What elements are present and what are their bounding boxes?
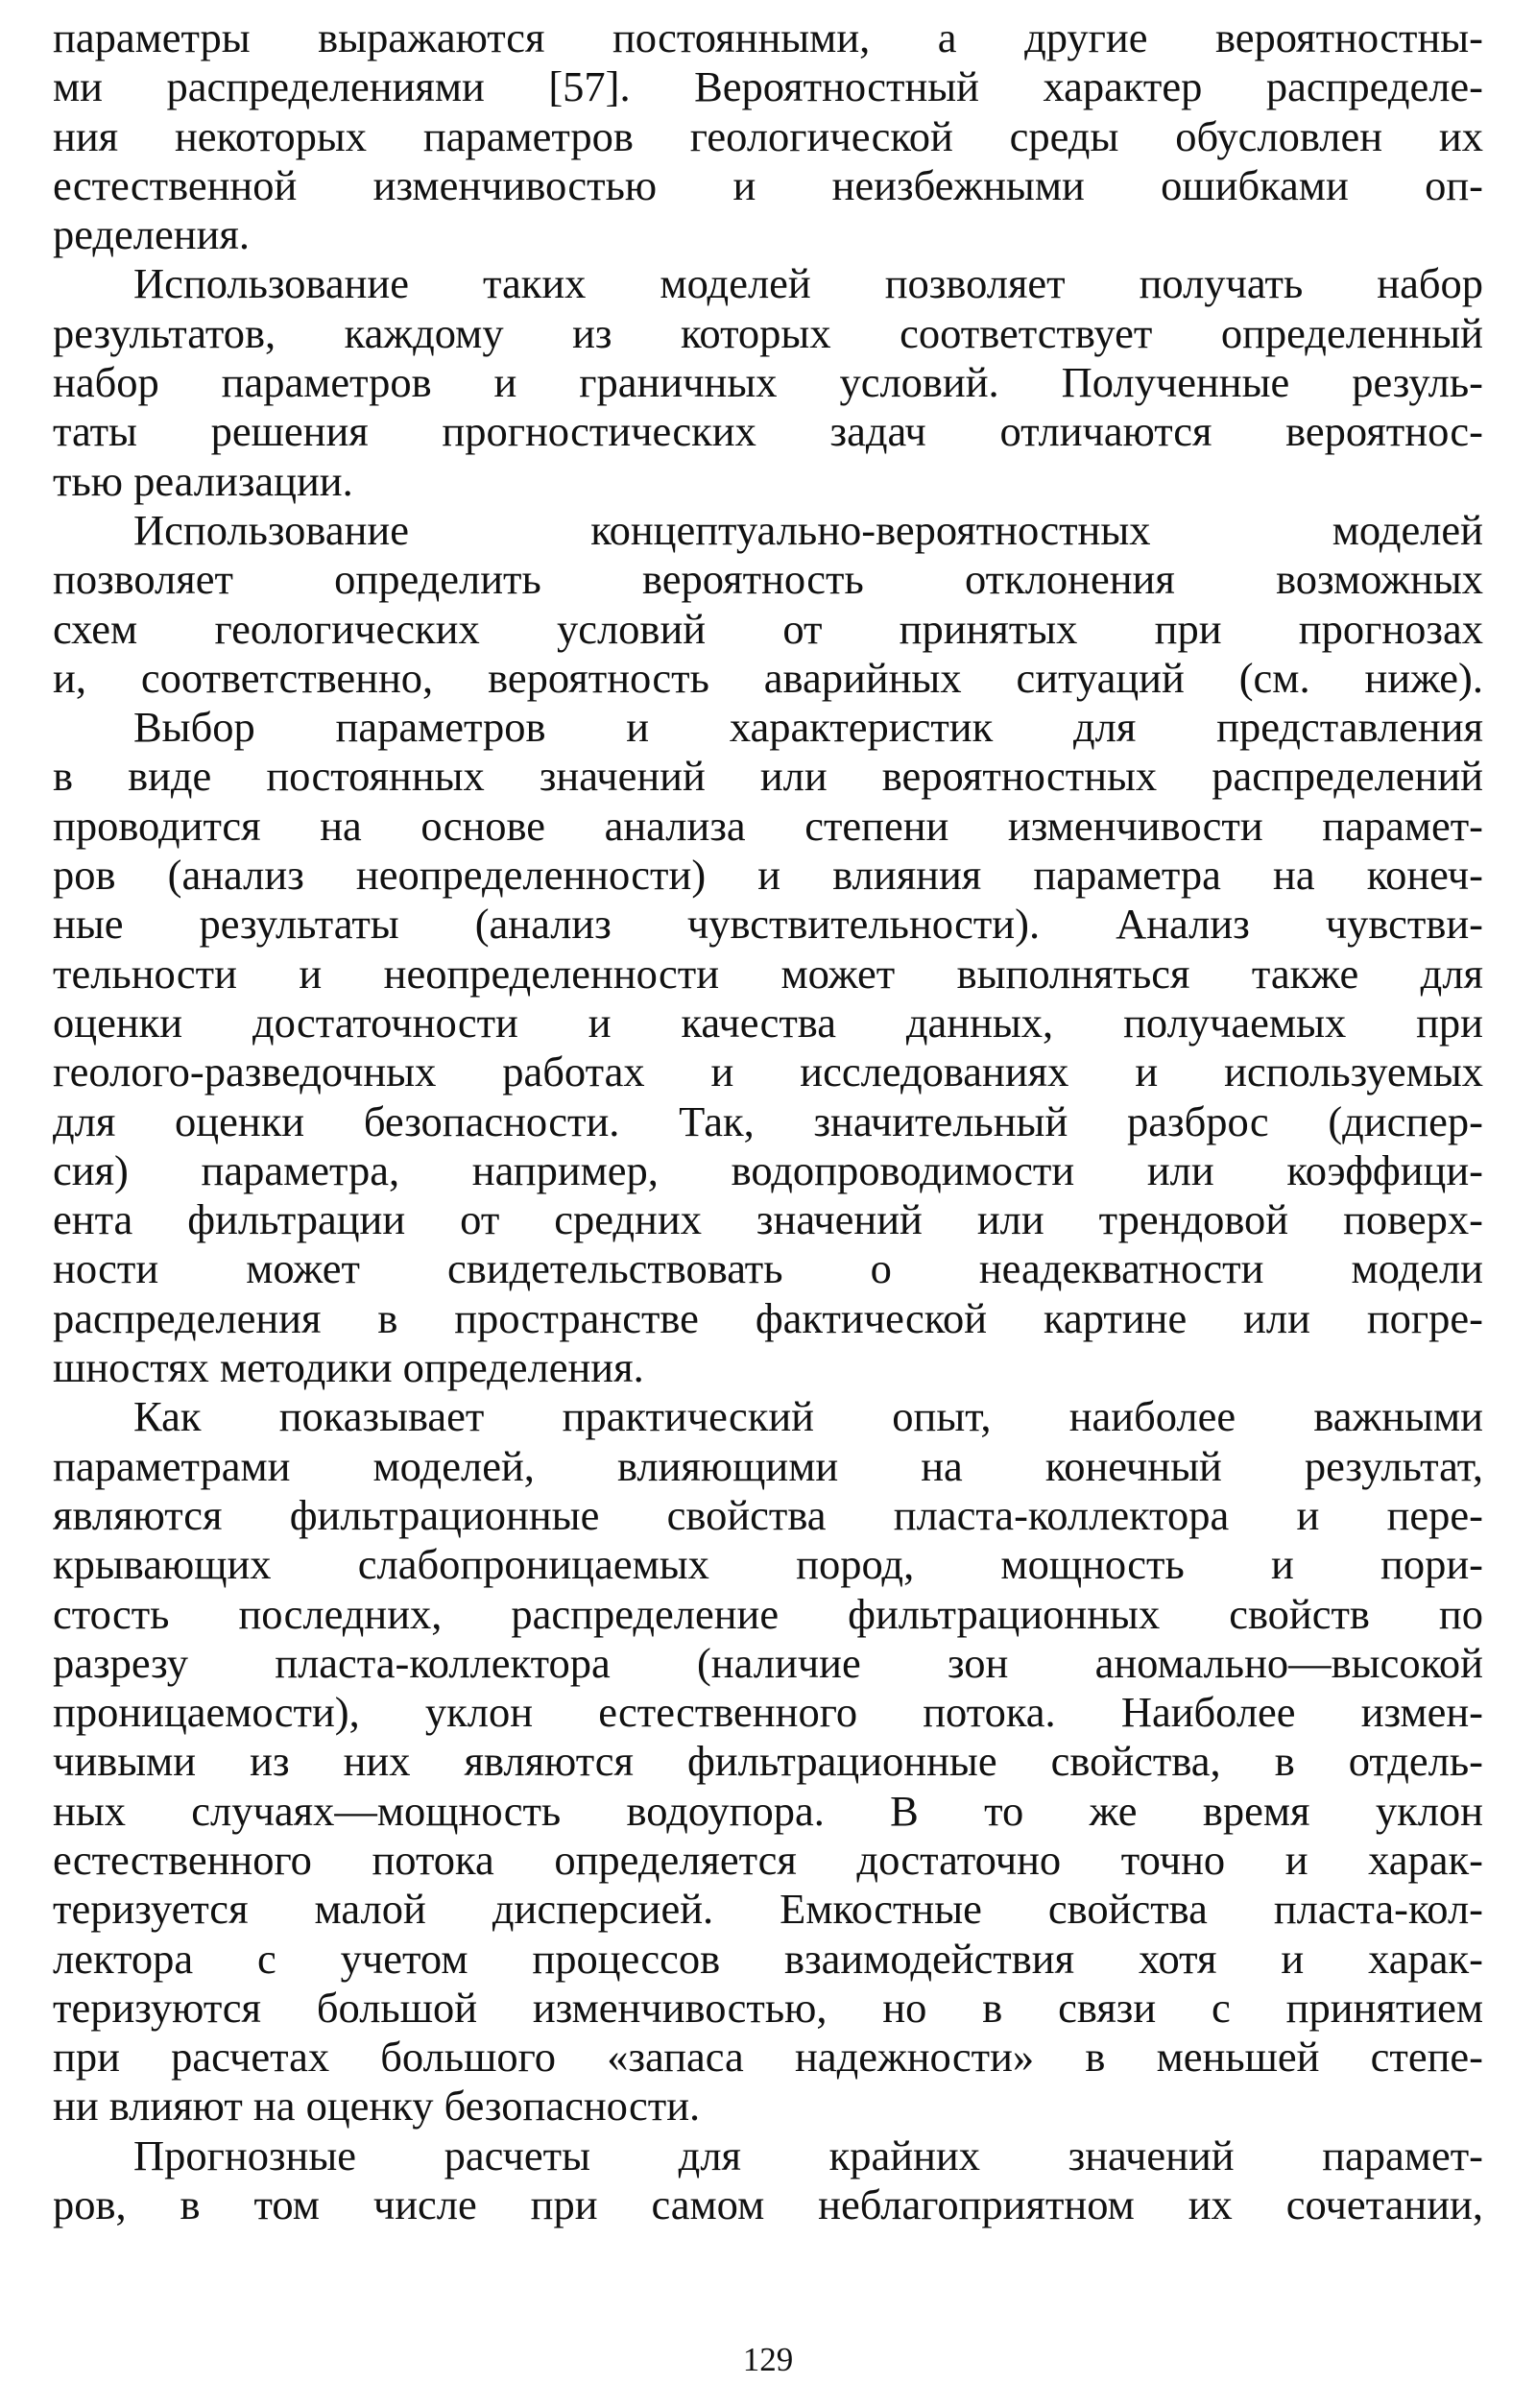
text-line: параметрами моделей, влияющими на конечный результат, bbox=[53, 1441, 1483, 1490]
text-line: теризуются большой изменчивостью, но в связи с принятием bbox=[53, 1983, 1483, 2032]
text-line: ми распределениями [57]. Вероятностный характер распределе- bbox=[53, 62, 1483, 111]
text-line: ных случаях—мощность водоупора. В то же время уклон bbox=[53, 1786, 1483, 1835]
text-line: естественной изменчивостью и неизбежными ошибками оп- bbox=[53, 160, 1483, 209]
text-line: тельности и неопределенности может выполняться также для bbox=[53, 949, 1483, 998]
text-line: естественного потока определяется достаточно точно и харак- bbox=[53, 1835, 1483, 1884]
text-line: Прогнозные расчеты для крайних значений парамет- bbox=[133, 2131, 1483, 2179]
text-line: позволяет определить вероятность отклонения возможных bbox=[53, 555, 1483, 604]
text-line: ределения. bbox=[53, 210, 250, 259]
text-line: Выбор параметров и характеристик для представления bbox=[133, 703, 1483, 752]
text-line: набор параметров и граничных условий. Полученные резуль- bbox=[53, 358, 1483, 407]
text-line: теризуется малой дисперсией. Емкостные свойства пласта-кол- bbox=[53, 1885, 1483, 1934]
text-line: проницаемости), уклон естественного потока. Наиболее измен- bbox=[53, 1688, 1483, 1737]
text-line: сия) параметра, например, водопроводимости или коэффици- bbox=[53, 1145, 1483, 1194]
text-line: чивыми из них являются фильтрационные свойства, в отдель- bbox=[53, 1737, 1483, 1786]
text-line: разрезу пласта-коллектора (наличие зон аномально—высокой bbox=[53, 1638, 1483, 1687]
text-line: ния некоторых параметров геологической среды обусловлен их bbox=[53, 111, 1483, 160]
text-line: при расчетах большого «запаса надежности» в меньшей степе- bbox=[53, 2033, 1483, 2082]
text-line: оценки достаточности и качества данных, получаемых при bbox=[53, 998, 1483, 1047]
paragraph-5 bbox=[53, 1392, 1483, 2131]
paragraph-2 bbox=[53, 259, 1483, 505]
text-line: являются фильтрационные свойства пласта-коллектора и пере- bbox=[53, 1490, 1483, 1539]
text-line: результатов, каждому из которых соответствует определенный bbox=[53, 308, 1483, 357]
text-line: шностях методики определения. bbox=[53, 1343, 644, 1392]
text-line: Как показывает практический опыт, наиболее важными bbox=[133, 1392, 1483, 1441]
text-line: стость последних, распределение фильтрационных свойств по bbox=[53, 1589, 1483, 1638]
paragraph-3 bbox=[53, 506, 1483, 703]
text-line: проводится на основе анализа степени изменчивости парамет- bbox=[53, 801, 1483, 850]
text-line: таты решения прогностических задач отличаются вероятнос- bbox=[53, 407, 1483, 456]
text-line: Использование концептуально-вероятностных моделей bbox=[133, 505, 1483, 554]
text-line: и, соответственно, вероятность аварийных ситуаций (см. ниже). bbox=[53, 653, 1483, 702]
paragraph-1 bbox=[53, 13, 1483, 259]
text-line: ента фильтрации от средних значений или трендовой поверх- bbox=[53, 1195, 1483, 1244]
text-line: лектора с учетом процессов взаимодействия хотя и харак- bbox=[53, 1934, 1483, 1983]
text-line: ни влияют на оценку безопасности. bbox=[53, 2082, 701, 2131]
text-line: ров (анализ неопределенности) и влияния параметра на конеч- bbox=[53, 851, 1483, 900]
text-line: крывающих слабопроницаемых пород, мощность и пори- bbox=[53, 1540, 1483, 1589]
page-body bbox=[53, 13, 1483, 2229]
paragraph-4 bbox=[53, 703, 1483, 1392]
text-line: в виде постоянных значений или вероятностных распределений bbox=[53, 752, 1483, 801]
text-line: ности может свидетельствовать о неадекватности модели bbox=[53, 1244, 1483, 1293]
text-line: схем геологических условий от принятых при прогнозах bbox=[53, 604, 1483, 653]
text-line: ров, в том числе при самом неблагоприятном их сочетании, bbox=[53, 2180, 1483, 2229]
text-line: ные результаты (анализ чувствительности). Анализ чувстви- bbox=[53, 900, 1483, 949]
page-number: 129 bbox=[742, 2341, 794, 2378]
text-line: для оценки безопасности. Так, значительный разброс (диспер- bbox=[53, 1096, 1483, 1145]
text-line: параметры выражаются постоянными, а другие вероятностны- bbox=[53, 13, 1483, 61]
paragraph-6 bbox=[53, 2131, 1483, 2230]
text-line: геолого-разведочных работах и исследованиях и используемых bbox=[53, 1047, 1483, 1096]
text-line: Использование таких моделей позволяет получать набор bbox=[133, 259, 1483, 308]
text-line: тью реализации. bbox=[53, 456, 353, 505]
text-line: распределения в пространстве фактической картине или погре- bbox=[53, 1293, 1483, 1342]
